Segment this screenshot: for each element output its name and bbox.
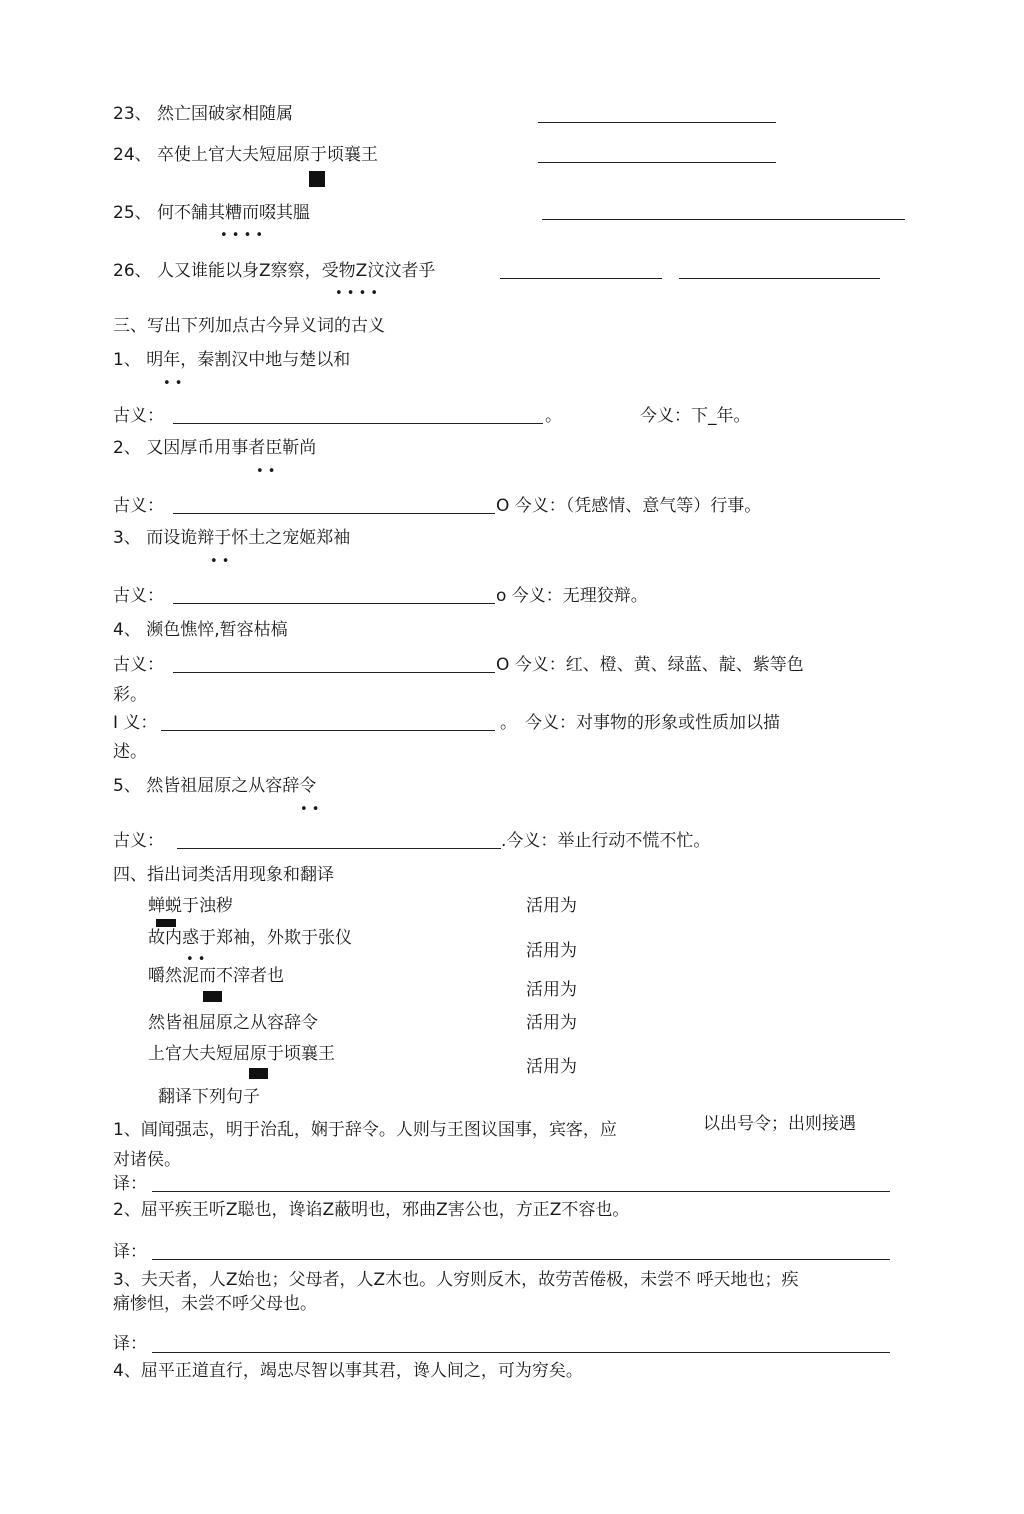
q5-jin: .今义：举止行动不慌不忙。 [501, 831, 711, 851]
q4-dot: 。 [500, 713, 517, 733]
section-3-heading: 三、写出下列加点古今异义词的古义 [113, 316, 385, 336]
translation-answer-line-3[interactable] [152, 1352, 890, 1353]
item-23: 23、 然亡国破家相随属 [113, 104, 294, 124]
translation-sentence-3-cont: 痛惨怛，未尝不呼父母也。 [113, 1294, 317, 1314]
q4-jin3-cont: 述。 [113, 742, 147, 762]
item-24: 24、 卒使上官大夫短屈原于顷襄王 [113, 145, 379, 165]
emphasis-block-marker [203, 991, 222, 1002]
answer-line-25[interactable] [542, 219, 905, 220]
q3-sentence: 3、 而设诡辩于怀土之宠姬郑袖 [113, 528, 351, 548]
item-26: 26、 人又谁能以身Z察察，受物Z汶汶者乎 [113, 261, 436, 281]
q1-sentence: 1、 明年，秦割汉中地与楚以和 [113, 350, 351, 370]
usage-label: 活用为 [526, 941, 577, 961]
translation-answer-line-1[interactable] [152, 1191, 890, 1192]
q4-jin-cont: 彩。 [113, 685, 147, 705]
emphasis-dots: • • [186, 952, 206, 967]
usage-sentence: 然皆祖屈原之从容辞令 [148, 1013, 318, 1033]
usage-sentence: 蝉蜕于浊秽 [148, 896, 233, 916]
q4-answer-line[interactable] [173, 672, 495, 673]
translation-sentence-1: 1、阊闻强志，明于治乱，娴于辞令。人则与王图议国事，宾客，应 [113, 1120, 617, 1140]
answer-line-24[interactable] [538, 162, 776, 163]
translate-label: 译： [113, 1334, 147, 1354]
q2-jin: O 今义：（凭感情、意气等）行事。 [496, 496, 762, 516]
section-4-heading: 四、指出词类活用现象和翻译 [113, 865, 334, 885]
q1-gu-label: 古义： [113, 406, 164, 426]
usage-label: 活用为 [526, 980, 577, 1000]
usage-label: 活用为 [526, 896, 577, 916]
translation-sentence-1-cont: 以出号令；出则接遇 [703, 1114, 856, 1134]
q5-gu-label: 古义： [113, 831, 164, 851]
q4-sentence: 4、 濒色憔悴,暂容枯槁 [113, 620, 288, 640]
q3-gu-label: 古义： [113, 586, 164, 606]
q2-answer-line[interactable] [173, 513, 495, 514]
translation-sentence-4: 4、屈平正道直行，竭忠尽智以事其君，谗人间之，可为穷矣。 [113, 1361, 583, 1381]
emphasis-dots: • • • • [335, 286, 379, 301]
emphasis-dots: • • • • [220, 228, 264, 243]
q1-end: 。 [545, 406, 562, 426]
item-25: 25、 何不舗其糟而啜其膃 [113, 203, 311, 223]
usage-label: 活用为 [526, 1013, 577, 1033]
q5-answer-line[interactable] [177, 848, 501, 849]
translation-sentence-1-end: 对诸侯。 [113, 1150, 181, 1170]
emphasis-dots: • • [300, 802, 320, 817]
q4-jin3: 今义：对事物的形象或性质加以描 [525, 713, 780, 733]
q2-gu-label: 古义： [113, 496, 164, 516]
q3-jin: o 今义：无理狡辩。 [496, 586, 648, 606]
emphasis-dots: • • [256, 464, 276, 479]
usage-sentence: 故内惑于郑袖，外欺于张仪 [148, 928, 352, 948]
translation-answer-line-2[interactable] [152, 1259, 890, 1260]
translation-sentence-3: 3、夫天者，人Z始也；父母者，人Z木也。人穷则反木，故劳苦倦极，未尝不 呼天地也；疾 [113, 1270, 799, 1290]
q2-sentence: 2、 又因厚币用事者臣靳尚 [113, 438, 317, 458]
answer-line-26b[interactable] [679, 278, 880, 279]
q1-jin: 今义：下_年。 [640, 406, 751, 426]
answer-line-23[interactable] [538, 122, 776, 123]
usage-sentence: 嚼然泥而不滓者也 [148, 966, 284, 986]
emphasis-block-marker [309, 171, 325, 187]
q4-answer-line-2[interactable] [161, 730, 495, 731]
q4-gu-label: 古义： [113, 655, 164, 675]
emphasis-block-marker [156, 919, 176, 927]
q4-gu2-label: I 义： [113, 713, 158, 733]
emphasis-block-marker [249, 1068, 268, 1079]
usage-sentence: 上官大夫短屈原于顷襄王 [148, 1044, 335, 1064]
q4-jin: O 今义：红、橙、黄、绿蓝、靛、紫等色 [496, 655, 804, 675]
translation-heading: 翻译下列句子 [158, 1087, 260, 1107]
emphasis-dots: • • [210, 554, 230, 569]
emphasis-dots: • • [163, 376, 183, 391]
q5-sentence: 5、 然皆祖屈原之从容辞令 [113, 776, 317, 796]
translate-label: 译： [113, 1242, 147, 1262]
translation-sentence-2: 2、屈平疾王听Z聪也，谗谄Z蔽明也，邪曲Z害公也，方正Z不容也。 [113, 1200, 630, 1220]
q3-answer-line[interactable] [173, 603, 495, 604]
q1-answer-line[interactable] [173, 423, 543, 424]
answer-line-26a[interactable] [500, 278, 662, 279]
usage-label: 活用为 [526, 1057, 577, 1077]
translate-label: 译： [113, 1174, 147, 1194]
